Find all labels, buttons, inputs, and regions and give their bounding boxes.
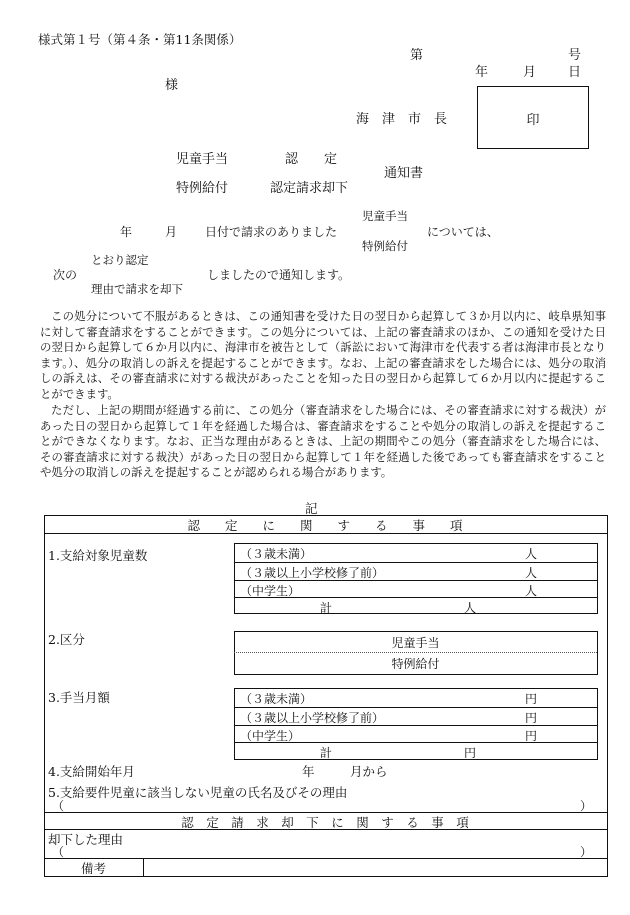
- children-row-rule: [234, 580, 597, 581]
- intro-decision-approve: とおり認定: [91, 253, 149, 267]
- remarks-divider: [143, 858, 144, 876]
- intro-option-special: 特例給付: [362, 239, 408, 253]
- category-special: 特例給付: [391, 657, 440, 671]
- section-rejection-header-rule: [44, 829, 607, 830]
- title-option-rejection: 認定請求却下: [270, 181, 349, 196]
- addressee-suffix: 様: [165, 78, 179, 93]
- intro-pre-text: 日付で請求のありました: [205, 225, 338, 239]
- item-ineligible-children-label: 5.支給要件児童に該当しない児童の氏名及びその理由: [48, 785, 348, 800]
- rejection-reason-label: 却下した理由: [48, 832, 124, 847]
- remarks-label: 備考: [80, 861, 106, 876]
- ki-marker: 記: [305, 501, 318, 516]
- section-rejection-header: 認 定 請 求 却 下 に 関 す る 事 項: [181, 815, 469, 830]
- amount-under3-unit: 円: [525, 692, 538, 706]
- children-under3-label: （３歳未満）: [240, 547, 313, 561]
- intro-prefix: 次の: [53, 268, 78, 282]
- intro-year: 年: [120, 225, 133, 239]
- amount-row-rule: [234, 707, 597, 708]
- intro-month: 月: [165, 225, 178, 239]
- amount-total-unit: 円: [464, 746, 477, 760]
- children-row-rule: [234, 597, 597, 598]
- intro-post-text: については、: [427, 225, 499, 239]
- item-category-label: 2.区分: [48, 632, 85, 647]
- issuer-name: 海 津 市 長: [356, 112, 448, 127]
- children-total-label: 計: [320, 601, 333, 615]
- children-3plus-unit: 人: [525, 566, 538, 580]
- start-month-from: 月から: [350, 764, 388, 779]
- intro-main-text: しましたので通知します。: [207, 268, 351, 282]
- appeal-notice-paragraph-1: この処分について不服があるときは、この通知書を受けた日の翌日から起算して３か月以内に、岐阜県知事に対して審査請求をすることができます。この処分については、上記の審査請求のほか、この通知を受けた日の翌日から起算して６か月以内に、海津市を被告として（訴訟において海津市を代表する者は海津市長となります。）、処分の取消しの訴えを提起することができます。なお、上記の審査請求をした場合には、処分の取消しの訴えは、その審査請求に対する裁決があったことを知った日の翌日から起算して６か月以内に提起することができます。: [40, 309, 606, 401]
- title-option-child-allowance: 児童手当: [176, 152, 229, 167]
- title-option-special: 特例給付: [176, 181, 229, 196]
- children-row-rule: [234, 562, 597, 563]
- rejection-open-paren: （: [52, 845, 65, 859]
- intro-decision-reject: 理由で請求を却下: [91, 282, 183, 296]
- section-approval-header-rule: [44, 533, 607, 534]
- seal-box: [477, 86, 589, 149]
- amount-row-rule: [234, 742, 597, 743]
- rejection-close-paren: ）: [580, 845, 593, 859]
- seal-label: 印: [526, 113, 540, 128]
- amount-junior-high-label: （中学生）: [240, 729, 301, 743]
- date-day: 日: [568, 65, 582, 80]
- children-junior-high-label: （中学生）: [240, 584, 301, 598]
- ineligible-close-paren: ）: [580, 799, 593, 813]
- start-year-unit: 年: [302, 764, 315, 779]
- item-monthly-amount-label: 3.手当月額: [48, 690, 110, 705]
- form-number: 様式第１号（第４条・第11条関係）: [38, 32, 242, 47]
- title-suffix: 通知書: [384, 166, 424, 181]
- amount-3plus-label: （３歳以上小学校修了前）: [240, 711, 385, 725]
- children-total-unit: 人: [464, 601, 477, 615]
- date-year: 年: [475, 65, 489, 80]
- amount-total-label: 計: [320, 746, 333, 760]
- children-under3-unit: 人: [525, 547, 538, 561]
- amount-under3-label: （３歳未満）: [240, 692, 313, 706]
- amount-3plus-unit: 円: [525, 711, 538, 725]
- amount-row-rule: [234, 725, 597, 726]
- number-prefix: 第: [410, 48, 424, 63]
- category-child-allowance: 児童手当: [391, 636, 440, 650]
- children-junior-high-unit: 人: [525, 584, 538, 598]
- intro-option-child-allowance: 児童手当: [362, 209, 408, 223]
- ineligible-open-paren: （: [52, 799, 65, 813]
- appeal-notice-paragraph-2: ただし、上記の期間が経過する前に、この処分（審査請求をした場合には、その審査請求に対する裁決）があった日の翌日から起算して１年を経過した場合は、審査請求をすることや処分の取消しの訴えを提起することができなくなります。なお、正当な理由があるときは、上記の期間やこの処分（審査請求をした場合には、その審査請求に対する裁決）があった日の翌日から起算して１年を経過した後であっても審査請求をすることや処分の取消しの訴えを提起することが認められる場合があります。: [40, 403, 606, 480]
- title-option-approval: 認 定: [285, 152, 338, 167]
- category-divider: [234, 652, 597, 653]
- date-month: 月: [523, 65, 537, 80]
- item-start-month-label: 4.支給開始年月: [48, 764, 135, 779]
- children-3plus-label: （３歳以上小学校修了前）: [240, 566, 385, 580]
- section-approval-header: 認 定 に 関 す る 事 項: [187, 518, 463, 533]
- amount-junior-high-unit: 円: [525, 729, 538, 743]
- number-suffix: 号: [568, 48, 582, 63]
- item-eligible-children-label: 1.支給対象児童数: [48, 548, 148, 563]
